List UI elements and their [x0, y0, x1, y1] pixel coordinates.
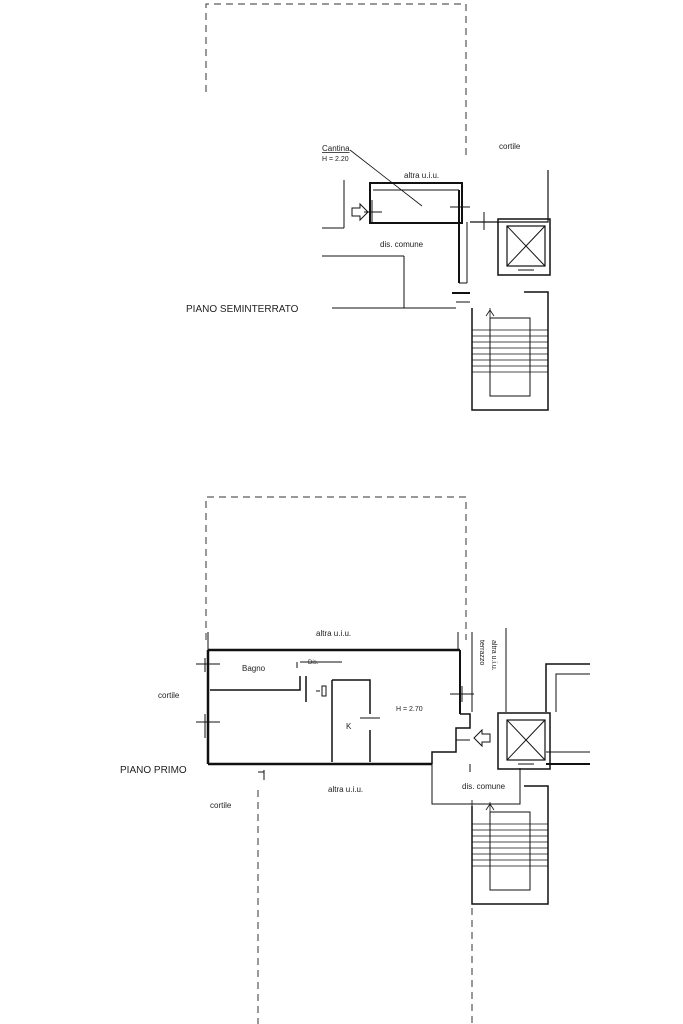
building-outline-dashed — [206, 4, 466, 160]
basement-floor-label: PIANO SEMINTERRATO — [186, 304, 299, 315]
room-height-label: H = 2.70 — [396, 706, 423, 713]
lower-dashed-boundary — [258, 790, 472, 1024]
terrace-label: terrazzo — [478, 640, 485, 666]
cellar-walls — [322, 180, 492, 283]
adjacent-unit-vertical-label: altra u.i.u. — [490, 640, 497, 671]
elevator-shaft-lower — [498, 713, 550, 769]
adjacent-unit-top-label: altra u.i.u. — [316, 629, 352, 638]
bathroom-label: Bagno — [242, 664, 266, 673]
common-corridor-lower-label: dis. comune — [462, 782, 506, 791]
terrace-walls — [472, 628, 590, 764]
hallway-label: Dis. — [308, 660, 319, 666]
courtyard-label: cortile — [499, 142, 521, 151]
adjacent-unit-label: altra u.i.u. — [404, 171, 440, 180]
cellar-label: Cantina — [322, 144, 350, 153]
entry-arrow-icon-lower — [474, 730, 490, 746]
courtyard-strip-walls — [258, 764, 470, 780]
interior-walls — [210, 662, 380, 762]
basement-plan — [186, 4, 550, 410]
staircase — [472, 292, 548, 410]
apartment-walls — [208, 632, 470, 764]
common-corridor-walls — [322, 256, 470, 308]
first-floor-plan — [120, 497, 590, 1024]
first-floor-label: PIANO PRIMO — [120, 765, 187, 776]
courtyard-left-label: cortile — [158, 691, 180, 700]
elevator-shaft — [498, 219, 550, 275]
courtyard-wall — [470, 170, 548, 222]
adjacent-unit-bottom-label: altra u.i.u. — [328, 785, 364, 794]
window-marks — [196, 658, 474, 740]
common-corridor-label: dis. comune — [380, 240, 424, 249]
cellar-height-label: H = 2.20 — [322, 156, 349, 163]
kitchen-label: K — [346, 722, 352, 731]
courtyard-bottom-label: cortile — [210, 801, 232, 810]
building-outline-dashed-lower — [206, 497, 466, 640]
